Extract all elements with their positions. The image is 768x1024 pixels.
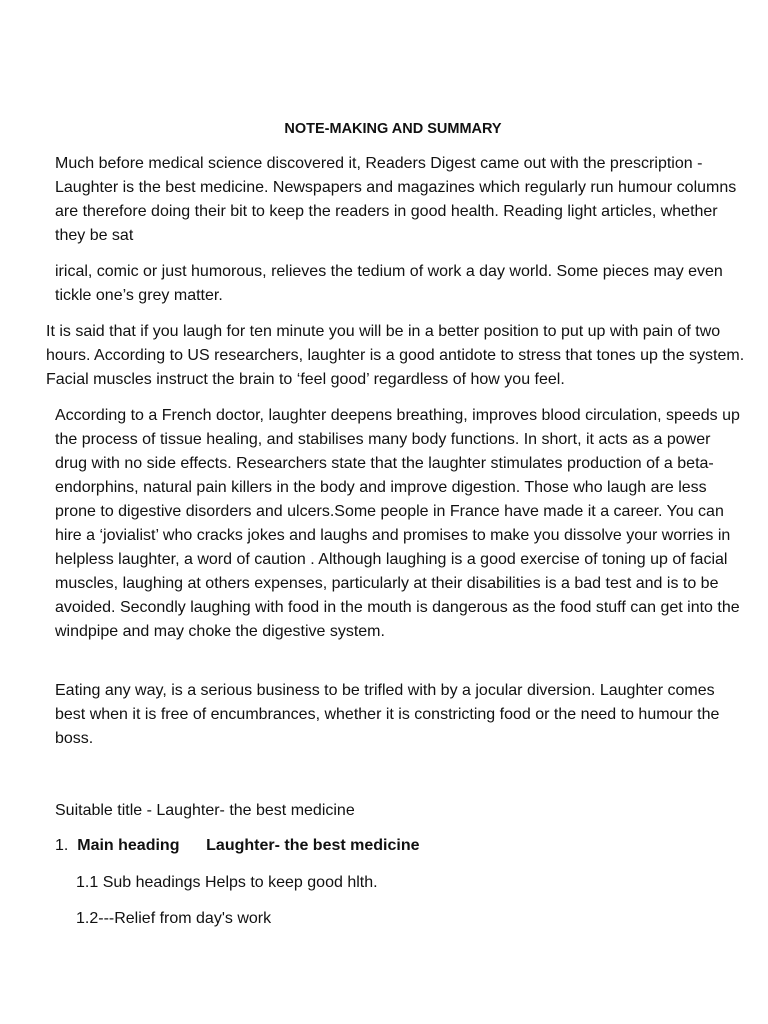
paragraph-4: According to a French doctor, laughter deepens breathing, improves blood circulation, speeds up the process of tissue healing, and stabilises many body functions. In short, it acts as a power drug with no side effects. Researchers state that the laughter stimulates production of a beta-endorphins, natural pain killers in the body and improve digestion. Those who laugh are less prone to digestive disorders and ulcers.Some people in France have made it a career. You can hire a ‘jovialist’ who cracks jokes and laughs and promises to make you dissolve your worries in helpless laughter, a word of caution . Although laughing is a good exercise of toning up of facial muscles, laughing at others expenses, particularly at their disabilities is a bad test and is to be avoided. Secondly laughing with food in the mouth is dangerous as the food stuff can get into the windpipe and may choke the digestive system. — [55, 407, 740, 640]
sub-heading-1: 1.1 Sub headings Helps to keep good hlth. — [76, 874, 378, 891]
main-heading-label: Main heading — [77, 837, 180, 854]
main-heading-value: Laughter- the best medicine — [206, 837, 420, 854]
main-heading-number: 1. — [55, 837, 69, 854]
paragraph-5: Eating any way, is a serious business to be trifled with by a jocular diversion. Laughter comes best when it is free of encumbrances, whether it is constricting food or the need to humour the boss. — [55, 682, 720, 747]
main-heading-line — [55, 835, 420, 857]
paragraph-1: Much before medical science discovered it, Readers Digest came out with the prescription - Laughter is the best medicine. Newspapers and magazines which regularly run humour columns are therefore doing their bit to keep the readers in good health. Reading light articles, whether they be sat — [55, 155, 737, 244]
document-title: NOTE-MAKING AND SUMMARY — [284, 121, 502, 137]
sub-heading-2: 1.2---Relief from day's work — [76, 910, 272, 927]
paragraph-3: It is said that if you laugh for ten minute you will be in a better position to put up with pain of two hours. According to US researchers, laughter is a good antidote to stress that tones up the system. Facial muscles instruct the brain to ‘feel good’ regardless of how you feel. — [46, 323, 745, 388]
suitable-title-line: Suitable title - Laughter- the best medicine — [55, 802, 355, 819]
paragraph-2: irical, comic or just humorous, relieves the tedium of work a day world. Some pieces may even tickle one’s grey matter. — [55, 263, 723, 304]
